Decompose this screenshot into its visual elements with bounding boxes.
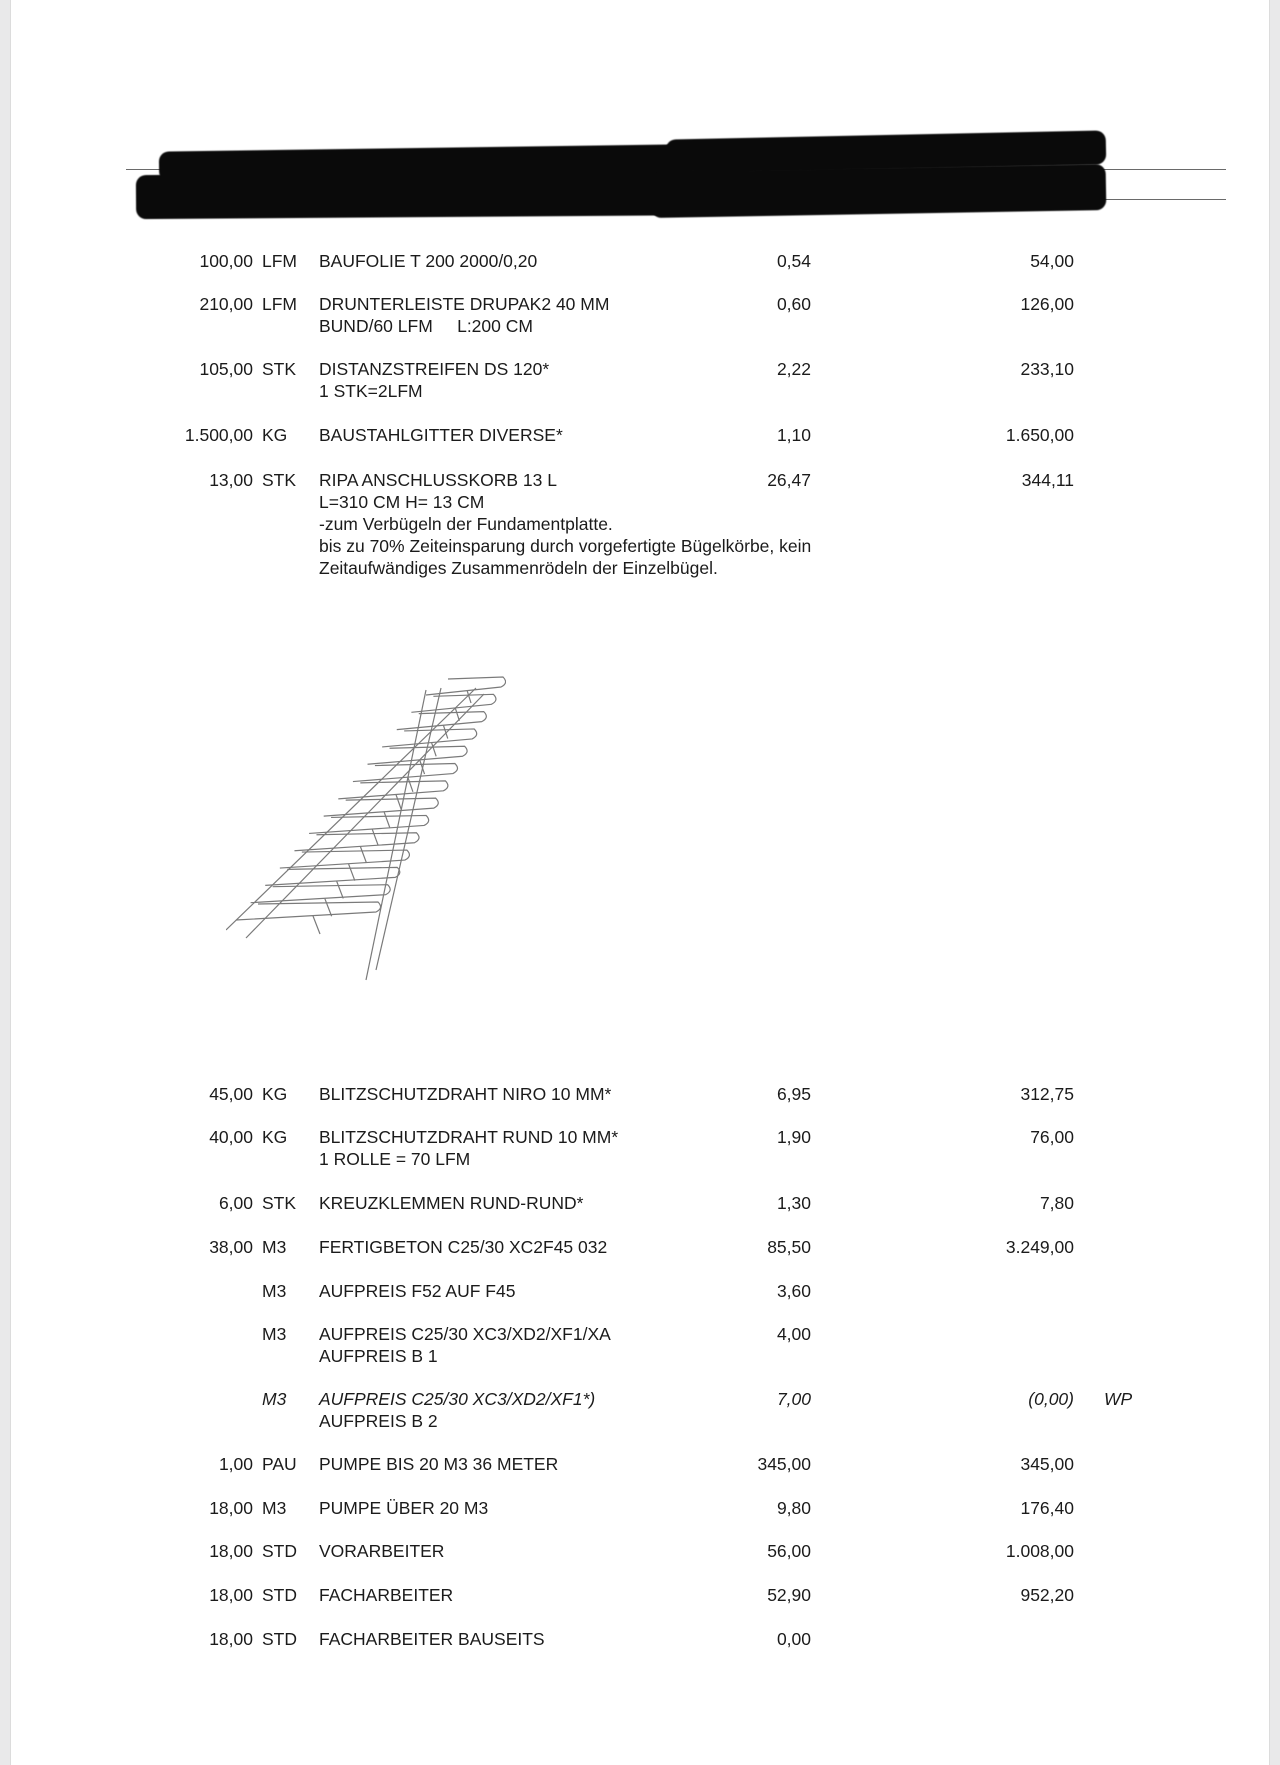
description (319, 1236, 607, 1258)
unit-price: 2,22 (776, 359, 811, 379)
unit: M3 (262, 1389, 287, 1409)
unit: STK (262, 1193, 297, 1213)
quantity: 18,00 (209, 1629, 253, 1649)
unit: LFM (262, 294, 297, 314)
unit: KG (262, 1084, 288, 1104)
quantity: 18,00 (209, 1541, 253, 1561)
reinforcement-cage-drawing-icon (226, 670, 506, 990)
unit: M3 (262, 1498, 287, 1518)
unit-price: 56,00 (767, 1541, 811, 1561)
description-line: AUFPREIS C25/30 XC3/XD2/XF1*) (319, 1389, 596, 1409)
document-page (10, 0, 1270, 1765)
description-line: L=310 CM H= 13 CM (319, 492, 485, 512)
unit-price: 1,90 (776, 1127, 811, 1147)
quantity: 13,00 (209, 470, 253, 490)
unit: STK (262, 470, 297, 490)
quantity: 6,00 (218, 1193, 253, 1213)
unit-price: 1,10 (776, 425, 811, 445)
description-line: BLITZSCHUTZDRAHT NIRO 10 MM* (319, 1084, 612, 1104)
header-rule-bottom (1091, 199, 1226, 200)
description-line: bis zu 70% Zeiteinsparung durch vorgefertigte Bügelkörbe, kein (319, 536, 812, 556)
unit-price: 0,60 (776, 294, 811, 314)
description (319, 469, 811, 579)
unit-price: 7,00 (776, 1389, 811, 1409)
description-line: PUMPE ÜBER 20 M3 (319, 1498, 489, 1518)
description-line: BAUFOLIE T 200 2000/0,20 (319, 251, 538, 271)
quantity: 38,00 (209, 1237, 253, 1257)
description-line: 1 STK=2LFM (319, 381, 423, 401)
description-line: BLITZSCHUTZDRAHT RUND 10 MM* (319, 1127, 619, 1147)
description (319, 1497, 488, 1519)
description-line: DISTANZSTREIFEN DS 120* (319, 359, 550, 379)
unit: LFM (262, 251, 297, 271)
description (319, 1388, 595, 1432)
description (319, 1280, 515, 1302)
line-total: 1.008,00 (1005, 1541, 1074, 1561)
line-total: 176,40 (1020, 1498, 1074, 1518)
unit-price: 0,54 (776, 251, 811, 271)
line-total: 345,00 (1020, 1454, 1074, 1474)
line-total: 7,80 (1039, 1193, 1074, 1213)
line-total: 76,00 (1030, 1127, 1074, 1147)
description (319, 424, 563, 446)
description-line: RIPA ANSCHLUSSKORB 13 L (319, 470, 557, 490)
description-line: AUFPREIS C25/30 XC3/XD2/XF1/XA (319, 1324, 611, 1344)
unit: STK (262, 359, 297, 379)
description (319, 1126, 618, 1170)
line-total: 344,11 (1021, 470, 1074, 490)
description-line: BAUSTAHLGITTER DIVERSE* (319, 425, 563, 445)
line-total: 3.249,00 (1005, 1237, 1074, 1257)
description-line: Zeitaufwändiges Zusammenrödeln der Einzelbügel. (319, 558, 718, 578)
description (319, 1083, 611, 1105)
unit-price: 345,00 (757, 1454, 811, 1474)
unit: KG (262, 1127, 288, 1147)
quantity: 105,00 (199, 359, 253, 379)
unit-price: 4,00 (776, 1324, 811, 1344)
unit-price: 6,95 (776, 1084, 811, 1104)
unit: STD (262, 1585, 297, 1605)
description-line: FERTIGBETON C25/30 XC2F45 032 (319, 1237, 608, 1257)
description-line: PUMPE BIS 20 M3 36 METER (319, 1454, 559, 1474)
unit-price: 85,50 (767, 1237, 811, 1257)
unit-price: 9,80 (776, 1498, 811, 1518)
unit: STD (262, 1629, 297, 1649)
description (319, 250, 537, 272)
quantity: 18,00 (209, 1585, 253, 1605)
description-line: BUND/60 LFM L:200 CM (319, 316, 533, 336)
unit-price: 52,90 (767, 1585, 811, 1605)
unit: KG (262, 425, 288, 445)
quantity: 1,00 (218, 1454, 253, 1474)
unit: M3 (262, 1237, 287, 1257)
description (319, 293, 609, 337)
line-total: 1.650,00 (1005, 425, 1074, 445)
quantity: 45,00 (209, 1084, 253, 1104)
quantity: 1.500,00 (184, 425, 253, 445)
unit-price: 3,60 (776, 1281, 811, 1301)
quantity: 100,00 (199, 251, 253, 271)
quantity: 18,00 (209, 1498, 253, 1518)
description-line: DRUNTERLEISTE DRUPAK2 40 MM (319, 294, 610, 314)
unit: M3 (262, 1324, 287, 1344)
line-total: (0,00) (1028, 1389, 1074, 1409)
description-line: 1 ROLLE = 70 LFM (319, 1149, 471, 1169)
quantity: 210,00 (199, 294, 253, 314)
description-line: -zum Verbügeln der Fundamentplatte. (319, 514, 613, 534)
description-line: VORARBEITER (319, 1541, 445, 1561)
redaction-bar (651, 164, 1107, 218)
line-total: 312,75 (1020, 1084, 1074, 1104)
unit: STD (262, 1541, 297, 1561)
unit: PAU (262, 1454, 297, 1474)
description-line: AUFPREIS B 2 (319, 1411, 438, 1431)
description-line: KREUZKLEMMEN RUND-RUND* (319, 1193, 584, 1213)
line-total: 233,10 (1020, 359, 1074, 379)
description (319, 1584, 453, 1606)
description-line: AUFPREIS B 1 (319, 1346, 438, 1366)
unit-price: 1,30 (776, 1193, 811, 1213)
flag-marker: WP (1104, 1389, 1133, 1409)
description (319, 358, 549, 402)
description (319, 1540, 444, 1562)
quantity: 40,00 (209, 1127, 253, 1147)
line-total: 126,00 (1020, 294, 1074, 314)
line-total: 952,20 (1020, 1585, 1074, 1605)
unit-price: 0,00 (776, 1629, 811, 1649)
description-line: FACHARBEITER BAUSEITS (319, 1629, 545, 1649)
description-line: AUFPREIS F52 AUF F45 (319, 1281, 516, 1301)
unit: M3 (262, 1281, 287, 1301)
description-line: FACHARBEITER (319, 1585, 454, 1605)
unit-price: 26,47 (767, 470, 811, 490)
description (319, 1628, 545, 1650)
line-total: 54,00 (1030, 251, 1074, 271)
description (319, 1192, 583, 1214)
description (319, 1453, 558, 1475)
description (319, 1323, 611, 1367)
